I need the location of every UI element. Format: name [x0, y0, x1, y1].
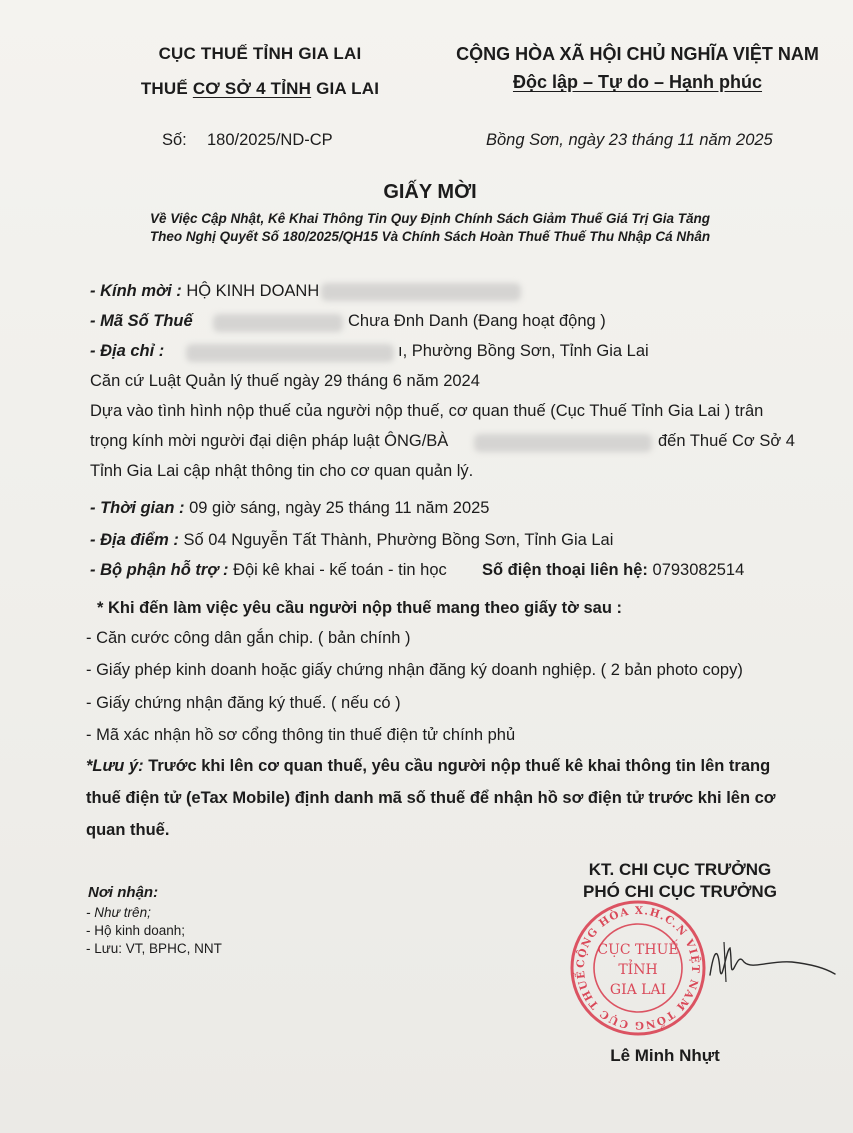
doc-number-value: 180/2025/ND-CP	[207, 131, 333, 149]
requirement-item: - Căn cước công dân gắn chip. ( bản chính )	[86, 629, 411, 647]
note-line2: thuế điện tử (eTax Mobile) định danh mã số thuế để nhận hồ sơ điện tử trước khi lên cơ	[86, 789, 776, 807]
official-stamp	[568, 898, 708, 1038]
meeting-place-label: - Địa điểm :	[90, 531, 184, 549]
redacted-address	[186, 344, 394, 362]
note-text1: Trước khi lên cơ quan thuế, yêu cầu người nộp thuế kê khai thông tin lên trang	[148, 757, 771, 775]
subtitle-line1: Về Việc Cập Nhật, Kê Khai Thông Tin Quy Định Chính Sách Giảm Thuế Giá Trị Gia Tăng	[149, 211, 711, 226]
tax-code-label: - Mã Số Thuế	[90, 312, 193, 330]
invite-value: HỘ KINH DOANH	[186, 282, 320, 300]
nation-name: CỘNG HÒA XÃ HỘI CHỦ NGHĨA VIỆT NAM	[456, 44, 819, 64]
org-name-line2-underlined: CƠ SỞ 4 TỈNH	[192, 79, 312, 98]
place-date: Bồng Sơn, ngày 23 tháng 11 năm 2025	[486, 131, 773, 149]
handwritten-signature	[700, 930, 840, 1000]
requirement-item: - Giấy phép kinh doanh hoặc giấy chứng nhận đăng ký doanh nghiệp. ( 2 bản photo copy)	[86, 661, 743, 679]
meeting-time-label: - Thời gian :	[90, 499, 190, 517]
requirement-item: - Mã xác nhận hồ sơ cổng thông tin thuế điện tử chính phủ	[86, 726, 516, 744]
recipients-item: - Như trên;	[86, 905, 151, 920]
motto	[440, 72, 835, 93]
motto-text: Độc lập – Tự do – Hạnh phúc	[512, 72, 763, 92]
meeting-time-row	[90, 499, 490, 518]
recipients-item: - Lưu: VT, BPHC, NNT	[86, 941, 222, 956]
subtitle-line2: Theo Nghị Quyết Số 180/2025/QH15 Và Chính Sách Hoàn Thuế Thuế Thu Nhập Cá Nhân	[149, 229, 711, 244]
signer-name: Lê Minh Nhựt	[610, 1046, 720, 1065]
stamp-center-line1: CỤC THUẾ	[597, 942, 679, 958]
recipients-heading: Nơi nhận:	[88, 884, 159, 901]
body-line1: Căn cứ Luật Quản lý thuế ngày 29 tháng 6 năm 2024	[90, 372, 480, 390]
meeting-place-row	[90, 531, 613, 550]
org-name-line2-pre: THUẾ	[140, 79, 193, 98]
body-line4: Tỉnh Gia Lai cập nhật thông tin cho cơ quan quản lý.	[90, 462, 474, 480]
requirement-item: - Giấy chứng nhận đăng ký thuế. ( nếu có )	[86, 694, 401, 712]
requirements-heading: * Khi đến làm việc yêu cầu người nộp thuế mang theo giấy tờ sau :	[97, 599, 622, 617]
body-line3-post: đến Thuế Cơ Sở 4	[658, 432, 795, 450]
redacted-representative-name	[474, 434, 652, 452]
stamp-center-line3: GIA LAI	[609, 982, 667, 998]
doc-number-label: Số:	[162, 131, 187, 149]
phone-row	[482, 561, 744, 580]
stamp-ring-text: CỘNG HÒA X.H.C.N VIỆT NAM TỔNG CỤC THUẾ	[574, 904, 702, 1032]
phone-value: 0793082514	[652, 561, 745, 579]
org-name-line1: CỤC THUẾ TỈNH GIA LAI	[158, 44, 362, 63]
recipients-item: - Hộ kinh doanh;	[86, 923, 186, 938]
meeting-time-value: 09 giờ sáng, ngày 25 tháng 11 năm 2025	[189, 499, 490, 517]
note-label: *Lưu ý:	[86, 757, 149, 775]
signature-title-line2: PHÓ CHI CỤC TRƯỞNG	[583, 882, 777, 901]
address-value: ı, Phường Bồng Sơn, Tỉnh Gia Lai	[398, 342, 649, 360]
note-line3: quan thuế.	[86, 821, 170, 839]
document-title: GIẤY MỜI	[383, 181, 477, 203]
invite-row	[90, 282, 521, 301]
meeting-place-value: Số 04 Nguyễn Tất Thành, Phường Bồng Sơn, Tỉnh Gia Lai	[183, 531, 614, 549]
stamp-center-line2: TỈNH	[618, 962, 658, 978]
redacted-tax-code	[213, 314, 343, 332]
phone-label: Số điện thoại liên hệ:	[482, 561, 653, 579]
tax-status: Chưa Đnh Danh (Đang hoạt động )	[348, 312, 606, 330]
note-line1	[86, 757, 770, 776]
support-value: Đội kê khai - kế toán - tin học	[233, 561, 447, 579]
body-line2: Dựa vào tình hình nộp thuế của người nộp thuế, cơ quan thuế (Cục Thuế Tỉnh Gia Lai ) trân	[90, 402, 764, 420]
address-label: - Địa chỉ :	[90, 342, 165, 360]
signature-title-line1: KT. CHI CỤC TRƯỞNG	[588, 860, 772, 879]
support-label: - Bộ phận hỗ trợ :	[90, 561, 234, 579]
redacted-business-name	[321, 283, 521, 301]
org-name-line2	[120, 79, 400, 99]
support-row	[90, 561, 447, 580]
body-line3-pre: trọng kính mời người đại diện pháp luật ÔNG/BÀ	[90, 432, 449, 450]
invite-label: - Kính mời :	[90, 282, 187, 300]
org-name-line2-post: GIA LAI	[311, 79, 380, 98]
